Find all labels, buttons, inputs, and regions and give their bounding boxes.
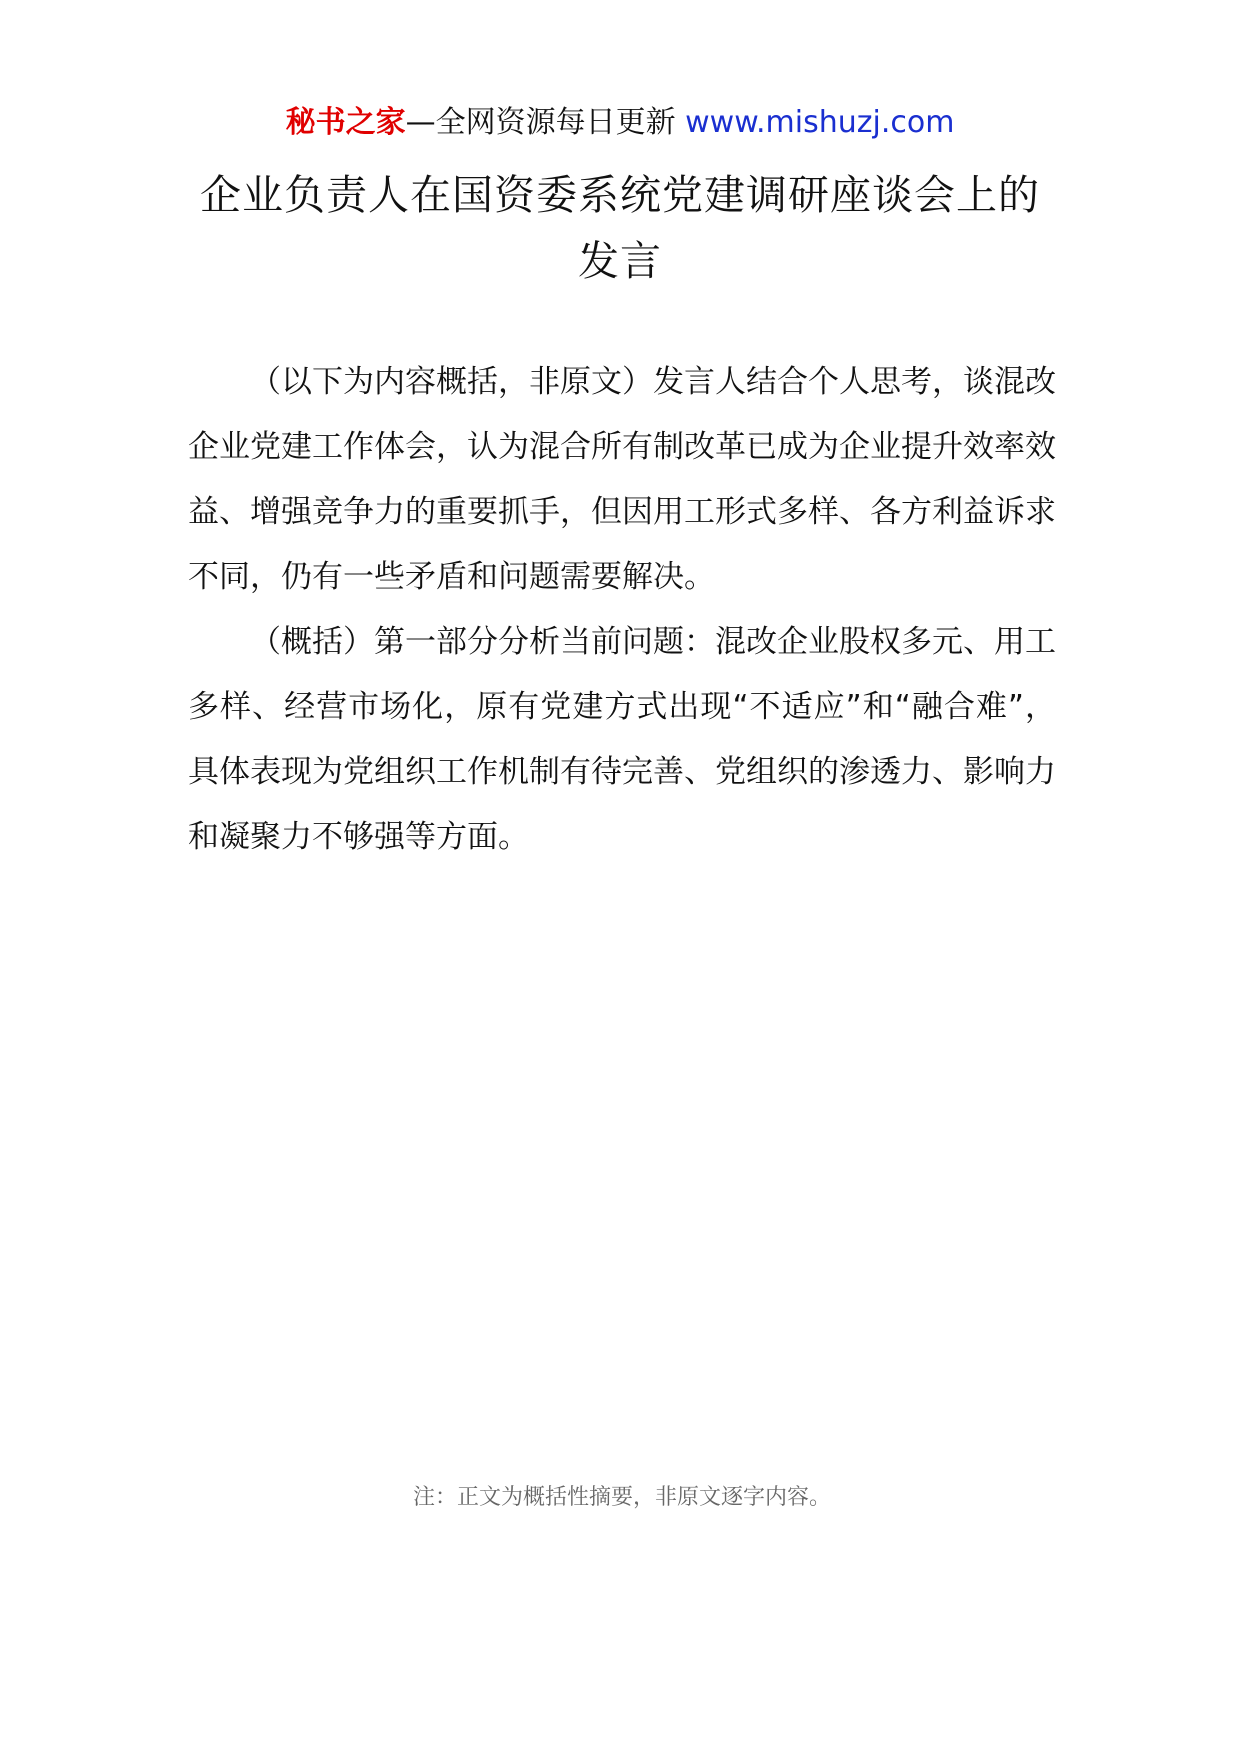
summary-notice: 注：正文为概括性摘要，非原文逐字内容。 (412, 1485, 831, 1510)
site-url-link[interactable]: www.mishuzj.com (685, 105, 955, 140)
document-title: 企业负责人在国资委系统党建调研座谈会上的发言 (200, 171, 1040, 285)
body-paragraph: （以下为内容概括，非原文）发言人结合个人思考，谈混改企业党建工作体会，认为混合所有制改革已成为企业提升效率效益、增强竞争力的重要抓手，但因用工形式多样、各方利益诉求不同，仍有一些矛盾和问题需要解决。 (188, 364, 1056, 595)
site-brand: 秘书之家 (285, 105, 406, 140)
document-body (188, 350, 1056, 870)
site-header (0, 100, 1240, 146)
site-tagline: —全网资源每日更新 (405, 105, 676, 140)
body-paragraph: （概括）第一部分分析当前问题：混改企业股权多元、用工多样、经营市场化，原有党建方式出现“不适应”和“融合难”，具体表现为党组织工作机制有待完善、党组织的渗透力、影响力和凝聚力不够强等方面。 (188, 624, 1056, 855)
